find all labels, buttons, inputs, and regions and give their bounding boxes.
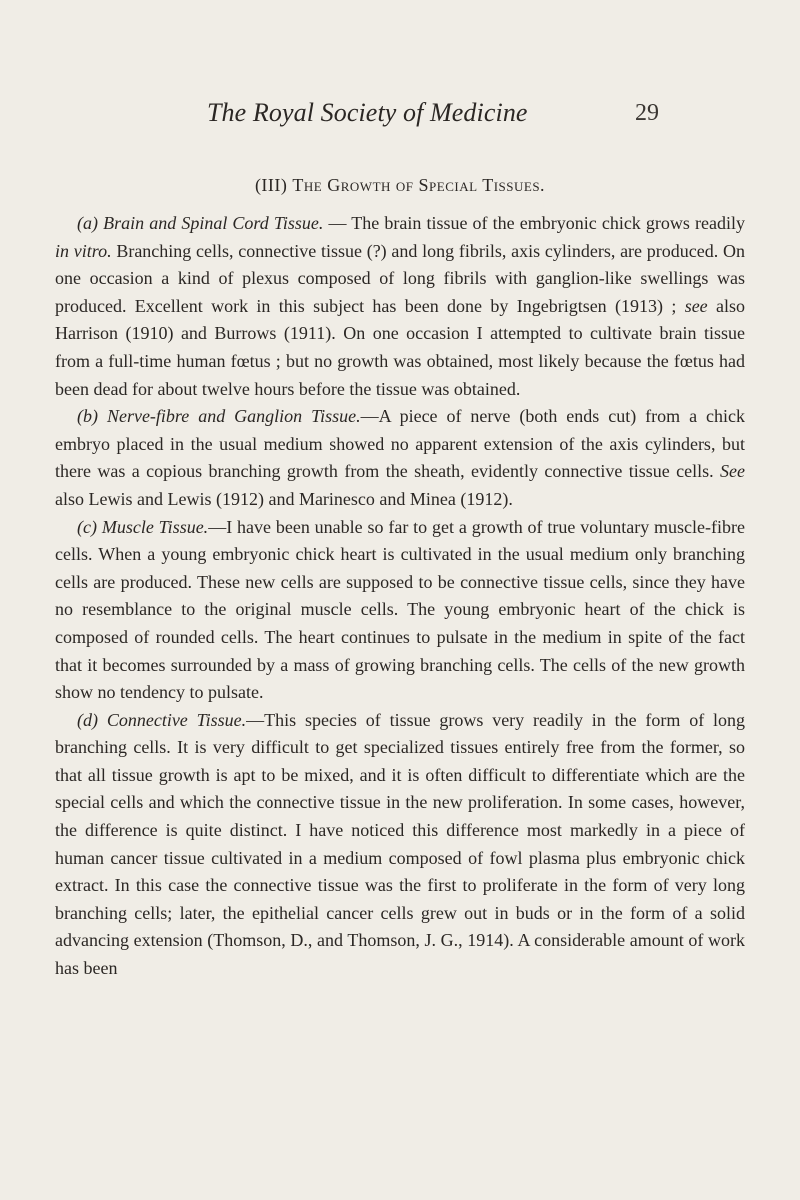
paragraph-text: —A piece of nerve (both ends cut) from a chick embryo placed in the usual medium showed no apparent extension of the axis cylinders, but there was a copious branching growth from the sheath, evidently connective tissue cells. <box>55 406 746 482</box>
paragraph-italic-text: See <box>720 461 745 482</box>
section-title: The Growth of Special Tissues. <box>292 175 546 195</box>
paragraph-italic-text: see <box>684 295 708 316</box>
paragraph-connective-tissue <box>55 707 745 983</box>
running-head-title: The Royal Society of Medicine <box>207 98 528 127</box>
paragraph-marker: (c) <box>77 516 97 537</box>
paragraph-title: Brain and Spinal Cord Tissue. <box>103 213 324 233</box>
paragraph-text: — The brain tissue of the embryonic chick grows readily <box>323 213 745 233</box>
section-heading <box>0 176 800 194</box>
body-text <box>55 210 745 983</box>
section-number: (III) <box>254 175 288 195</box>
paragraph-text: also Harrison (1910) and Burrows (1911). On one occasion I attempted to cultivate brain tissue from a full-time human fœtus ; but no growth was obtained, most likely because the fœtus had been dead for about twelve hours before the tissue was obtained. <box>55 295 745 399</box>
paragraph-brain-tissue <box>55 210 745 403</box>
paragraph-title: Nerve-fibre and Ganglion Tissue. <box>106 406 361 427</box>
page-number: 29 <box>635 100 659 126</box>
paragraph-text: —This species of tissue grows very readily in the form of long branching cells. It is very difficult to get specialized tissues entirely free from the former, so that all tissue growth is apt to be mixed, and it is often difficult to differentiate which are the special cells and which the connective tissue in the new proliferation. In some cases, however, the difference is quite distinct. I have noticed this difference most markedly in a piece of human cancer tissue cultivated in a medium composed of fowl plasma plus embryonic chick extract. In this case the connective tissue was the first to proliferate in the form of very long branching cells; later, the epithelial cancer cells grew out in buds or in the form of a solid advancing extension (Thomson, D., and Thomson, J. G., 1914). A considerable amount of work has been <box>55 709 746 979</box>
paragraph-muscle-tissue <box>55 514 745 707</box>
paragraph-marker: (d) <box>77 709 98 730</box>
paragraph-title: Connective Tissue. <box>106 709 247 730</box>
paragraph-marker: (a) <box>77 213 98 233</box>
paragraph-italic-text: in vitro. <box>55 240 112 261</box>
paragraph-text: Branching cells, connective tissue (?) and long fibrils, axis cylinders, are produced. On one occasion a kind of plexus composed of long fibrils with ganglion-like swellings was produced. Excellent work in this subject has been done by Ingebrigtsen (1913) ; <box>55 240 745 316</box>
paragraph-nerve-tissue <box>55 403 745 513</box>
paragraph-text: also Lewis and Lewis (1912) and Marinesco and Minea (1912). <box>55 488 513 509</box>
paragraph-text: —I have been unable so far to get a growth of true voluntary muscle-fibre cells. When a young embryonic chick heart is cultivated in the usual medium only branching cells are produced. These new cells are supposed to be connective tissue cells, since they have no resemblance to the original muscle cells. The young embryonic heart of the chick is composed of rounded cells. The heart continues to pulsate in the medium in spite of the fact that it becomes surrounded by a mass of growing branching cells. The cells of the new growth show no tendency to pulsate. <box>55 516 746 703</box>
paragraph-title: Muscle Tissue. <box>101 516 209 537</box>
paragraph-marker: (b) <box>77 406 98 427</box>
